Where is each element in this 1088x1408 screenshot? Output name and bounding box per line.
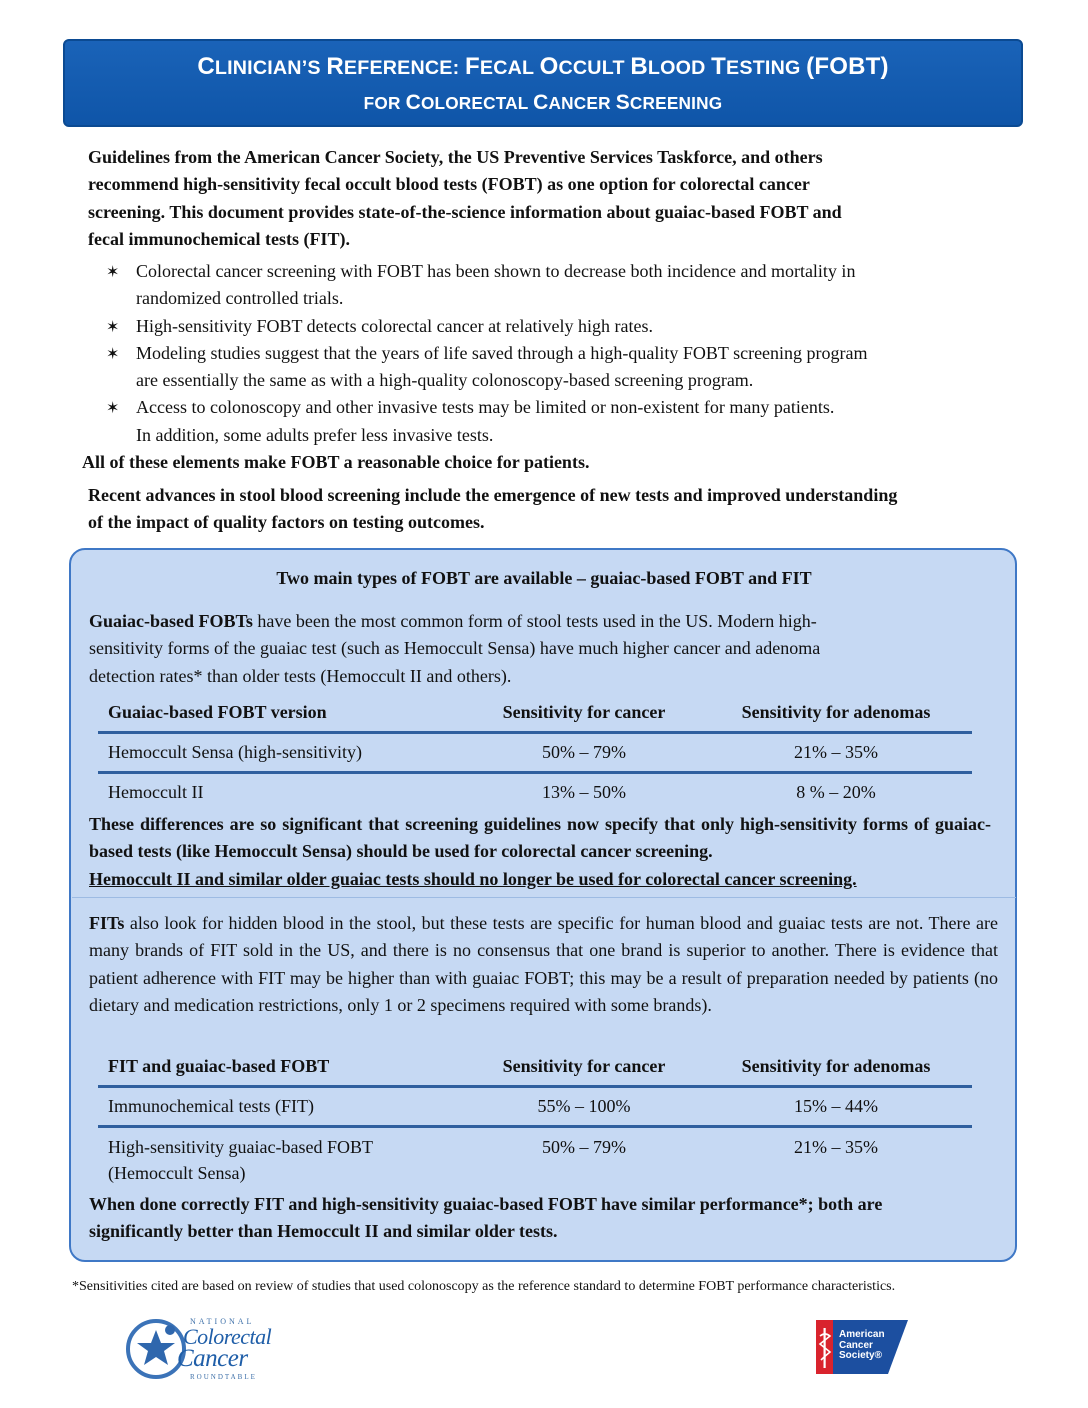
intro-line: screening. This document provides state-of-the-science information about guaiac-based FOBT and (88, 201, 842, 222)
fit-term: FITs (89, 913, 125, 933)
header-small-caps: EFERENCE: (343, 57, 466, 79)
star-bullet-icon: ✶ (106, 262, 120, 281)
test-name-line: High-sensitivity guaiac-based FOBT (108, 1137, 373, 1157)
intro-paragraph (88, 144, 988, 253)
footnote: *Sensitivities cited are based on review of studies that used colonoscopy as the reference standard to determine FOBT performance characteristics. (72, 1279, 896, 1294)
star-bullet-icon: ✶ (106, 398, 120, 418)
column-header: Sensitivity for cancer (468, 1047, 700, 1087)
intro-line: recommend high-sensitivity fecal occult blood tests (FOBT) as one option for colorectal cancer (88, 174, 810, 195)
header-small-caps: CREENING (629, 93, 723, 113)
header-cap-letter: C (197, 53, 215, 80)
logo-text: Cancer (839, 1339, 873, 1351)
header-cap-letter: C (405, 91, 421, 114)
logo-text: NATIONAL (190, 1317, 255, 1326)
advances-line: Recent advances in stool blood screening include the emergence of new tests and improved understanding (88, 485, 898, 505)
star-bullet-icon: ✶ (106, 343, 120, 363)
table-header-row (98, 1047, 972, 1087)
guaiac-intro-line: sensitivity forms of the guaiac test (such as Hemoccult Sensa) have much higher cancer and adenoma (89, 638, 821, 659)
logo-text: Colorectal (183, 1324, 272, 1349)
guaiac-warning (89, 811, 991, 893)
header-small-caps: OLORECTAL (420, 93, 534, 113)
warning-underlined-text: Hemoccult II and similar older guaiac tests should no longer be used for colorectal cancer screening. (89, 868, 857, 889)
adenoma-sensitivity-cell: 8 % – 20% (796, 782, 876, 802)
list-item (106, 394, 986, 449)
guaiac-intro-text: have been the most common form of stool tests used in the US. Modern high- (252, 611, 817, 631)
table-header-row (98, 693, 972, 733)
header-small-caps: LOOD (647, 57, 712, 79)
header-cap-letter: O (539, 53, 559, 80)
adenoma-sensitivity-cell: 15% – 44% (700, 1087, 972, 1127)
benefits-list (106, 258, 986, 449)
guaiac-intro-line (89, 608, 999, 635)
box-title: Two main types of FOBT are available – guaiac-based FOBT and FIT (276, 568, 812, 588)
cancer-sensitivity-cell: 50% – 79% (542, 1137, 626, 1157)
table-row (98, 1087, 972, 1127)
logo-text: Society® (839, 1350, 882, 1361)
bullet-text: randomized controlled trials. (136, 288, 344, 309)
intro-line: Guidelines from the American Cancer Society, the US Preventive Services Taskforce, and others (88, 147, 823, 167)
logo-text: Cancer (177, 1345, 248, 1372)
header-small-caps: ANCER (548, 93, 616, 113)
warning-text: These differences are so significant that screening guidelines now specify that only high-sensitivity forms of guaiac-based tests (like Hemoccult Sensa) should be used for colorectal cancer screening. (89, 814, 991, 862)
header-title-line1 (65, 53, 1021, 81)
nccrt-logo (126, 1316, 272, 1382)
table-row (98, 1127, 972, 1187)
header-cap-letter: C (533, 91, 549, 114)
header-title-line2 (65, 91, 1021, 115)
star-bullet-icon: ✶ (106, 316, 120, 336)
header-cap-letter: B (630, 53, 648, 80)
guaiac-intro-paragraph (89, 608, 999, 690)
fit-intro-paragraph (89, 910, 998, 1019)
test-name-cell: Immunochemical tests (FIT) (98, 1087, 468, 1127)
guaiac-sensitivity-table (98, 693, 972, 811)
table-row (98, 733, 972, 773)
fit-intro-text: also look for hidden blood in the stool, but these tests are specific for human blood and guaiac tests are not. There are many brands of FIT sold in the US, and there is no consensus that one brand is superior to another. There is evidence that patient adherence with FIT may be higher than with guaiac FOBT; this may be a result of preparation needed by patients (no dietary and medication restrictions, only 1 or 2 specimens required with some brands). (89, 913, 998, 1015)
cancer-sensitivity-cell: 55% – 100% (468, 1087, 700, 1127)
header-cap-letter: (FOBT) (806, 53, 889, 80)
logo-text: ROUNDTABLE (190, 1373, 257, 1381)
logo-text: American (839, 1329, 885, 1340)
acs-logo (816, 1320, 908, 1374)
test-name-line: (Hemoccult Sensa) (108, 1163, 246, 1183)
header-cap-letter: S (615, 91, 630, 114)
bullet-text: High-sensitivity FOBT detects colorectal cancer at relatively high rates. (136, 315, 653, 336)
header-small-caps: LINICIAN’S (214, 57, 327, 79)
test-name-cell (98, 1127, 468, 1187)
advances-line: of the impact of quality factors on testing outcomes. (88, 512, 485, 533)
column-header: FIT and guaiac-based FOBT (98, 1047, 468, 1087)
final-line: When done correctly FIT and high-sensitivity guaiac-based FOBT have similar performance*; both are (89, 1194, 883, 1214)
adenoma-sensitivity-cell: 21% – 35% (794, 1137, 878, 1157)
header-cap-letter: T (711, 53, 727, 80)
bullet-text: Access to colonoscopy and other invasive tests may be limited or non-existent for many patients. (136, 397, 835, 418)
test-name-cell: Hemoccult II (108, 782, 204, 802)
bullet-text: Colorectal cancer screening with FOBT has been shown to decrease both incidence and mortality in (136, 261, 856, 281)
table-row (98, 773, 972, 812)
header-small-caps: ESTING (726, 57, 807, 79)
header-small-caps: CCULT (558, 57, 631, 79)
header-small-caps: FOR (363, 93, 406, 113)
header-small-caps: ECAL (479, 57, 540, 79)
cancer-sensitivity-cell: 50% – 79% (468, 733, 700, 773)
test-name-cell: Hemoccult Sensa (high-sensitivity) (98, 733, 468, 773)
cancer-sensitivity-cell: 13% – 50% (542, 782, 626, 802)
bullet-text: In addition, some adults prefer less invasive tests. (136, 424, 494, 445)
intro-line: fecal immunochemical tests (FIT). (88, 228, 350, 249)
header-banner (63, 39, 1023, 127)
final-statement (89, 1191, 999, 1246)
header-cap-letter: R (326, 53, 344, 80)
list-item (106, 313, 986, 340)
fit-sensitivity-table (98, 1047, 972, 1186)
bullet-text: are essentially the same as with a high-quality colonoscopy-based screening program. (136, 370, 754, 391)
guaiac-term: Guaiac-based FOBTs (89, 611, 253, 631)
adenoma-sensitivity-cell: 21% – 35% (700, 733, 972, 773)
header-cap-letter: F (465, 53, 480, 80)
conclusion-text: All of these elements make FOBT a reasonable choice for patients. (82, 452, 590, 472)
column-header: Sensitivity for cancer (468, 693, 700, 733)
advances-paragraph (88, 482, 1018, 537)
bullet-text: Modeling studies suggest that the years of life saved through a high-quality FOBT screening program (136, 342, 868, 363)
section-divider (72, 897, 1016, 898)
final-line: significantly better than Hemoccult II and similar older tests. (89, 1221, 558, 1242)
column-header: Guaiac-based FOBT version (98, 693, 468, 733)
list-item (106, 258, 986, 313)
acs-logo-text (839, 1330, 899, 1362)
guaiac-intro-line: detection rates* than older tests (Hemoccult II and others). (89, 665, 512, 686)
list-item (106, 340, 986, 395)
column-header: Sensitivity for adenomas (700, 1047, 972, 1087)
column-header: Sensitivity for adenomas (700, 693, 972, 733)
